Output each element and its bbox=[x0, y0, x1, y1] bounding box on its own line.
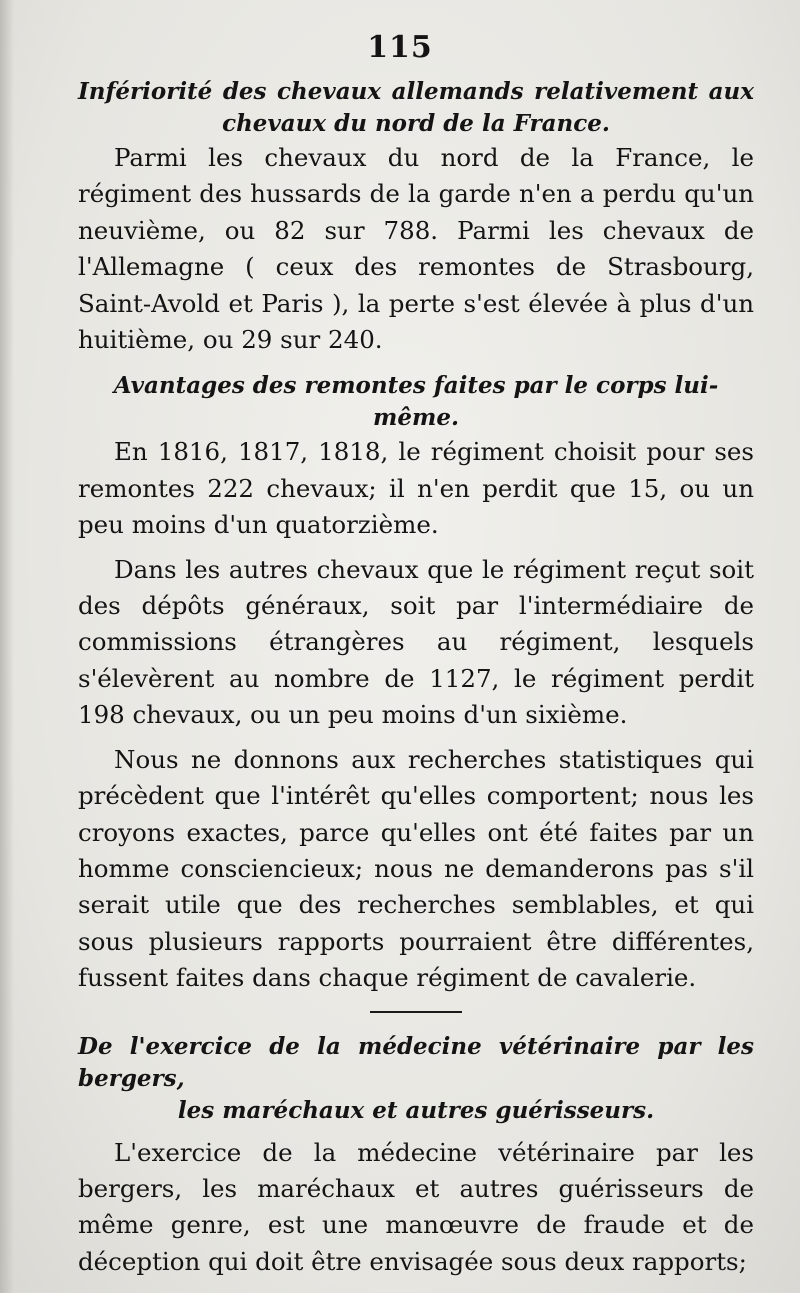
heading-line: chevaux du nord de la France. bbox=[222, 110, 610, 137]
page-number: 115 bbox=[367, 30, 433, 65]
paragraph-statistics: Nous ne donnons aux recherches statistiques qui précèdent que l'intérêt qu'elles comportent; nous les croyons exactes, parce qu'elles ont été faites par un homme consciencieux; nous ne demanderons pas s'il serait utile que des recherches semblables, et qui sous plusieurs rapports pourraient être différentes, fussent faites dans chaque régiment de cavalerie. bbox=[78, 744, 754, 993]
section-heading-inferiority bbox=[78, 76, 754, 140]
section-divider bbox=[370, 1011, 462, 1013]
section-heading-advantages bbox=[78, 370, 754, 434]
heading-line: les maréchaux et autres guérisseurs. bbox=[177, 1096, 655, 1124]
spacer bbox=[78, 358, 754, 370]
heading-line: Avantages des remontes faites par le corps lui-même. bbox=[113, 372, 719, 432]
page-edge-shadow bbox=[0, 0, 14, 1293]
section-heading-veterinary bbox=[78, 1031, 754, 1127]
heading-line: Infériorité des chevaux allemands relativement aux bbox=[78, 78, 754, 105]
heading-line: De l'exercice de la médecine vétérinaire par les bergers, bbox=[78, 1032, 754, 1092]
spacer bbox=[78, 1127, 754, 1135]
spacer bbox=[78, 734, 754, 742]
spacer bbox=[78, 544, 754, 552]
paragraph-remontes-1816: En 1816, 1817, 1818, le régiment choisit pour ses remontes 222 chevaux; il n'en perdit que 15, ou un peu moins d'un quatorzième. bbox=[78, 437, 754, 540]
page-content bbox=[78, 76, 754, 1280]
paragraph-veterinary-practice: L'exercice de la médecine vétérinaire par les bergers, les maréchaux et autres guérisseurs de même genre, est une manœuvre de fraude et de déception qui doit être envisagée sous deux rapports; bbox=[78, 1137, 754, 1276]
paragraph-horse-losses: Parmi les chevaux du nord de la France, le régiment des hussards de la garde n'en a perdu qu'un neuvième, ou 82 sur 788. Parmi les chevaux de l'Allemagne ( ceux des remontes de Strasbourg, Saint-Avold et Paris ), la perte s'est élevée à plus d'un huitième, ou 29 sur 240. bbox=[78, 143, 754, 355]
paragraph-other-horses: Dans les autres chevaux que le régiment reçut soit des dépôts généraux, soit par l'intermédiaire de commissions étrangères au régiment, lesquels s'élevèrent au nombre de 1127, le régiment perdit 198 chevaux, ou un peu moins d'un sixième. bbox=[78, 554, 754, 730]
